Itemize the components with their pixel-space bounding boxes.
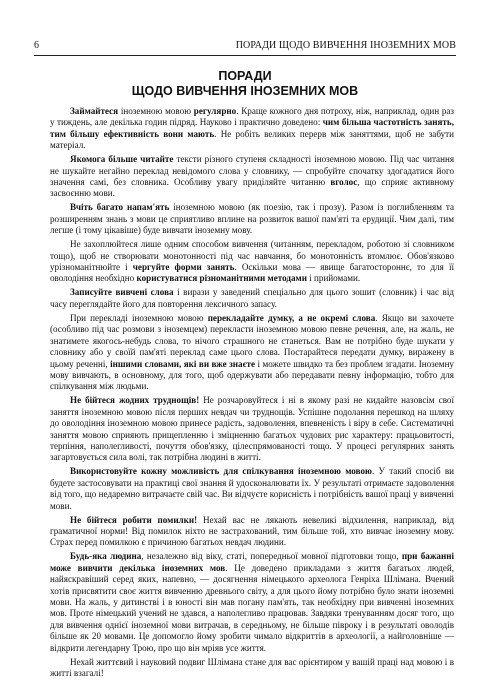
paragraph (50, 154, 454, 200)
bold-text: вголос (330, 177, 358, 188)
text-run: , що сприяє активному засвоєнню мови. (50, 177, 454, 199)
bold-text: Не бійтеся жодних труднощів! (70, 395, 200, 406)
text-run: Не захоплюйтеся лише одним способом вивчення (читанням, перекладом, роботою зі словником тощо), щоб не створювати монотонності під час навчання, бо монотонність втомлює. Обов'язково урізноманітнюйте і (50, 239, 454, 273)
bold-text: Якомога більше читайте (70, 154, 174, 165)
body-text (50, 106, 454, 682)
running-title: ПОРАДИ ЩОДО ВИВЧЕННЯ ІНОЗЕМНИХ МОВ (235, 40, 456, 51)
text-run: . Якщо ви захочете (особливо під час розмови з іноземцем) перекласти іноземною мовою певне речення, але, на жаль, не знатимете якогось-небудь слова, то нічого страшного не станеться. Вам не потрібно буде шукати у словнику або у своїй пам'яті переклад саме цього слова. Постарайтеся передати думку, виражену в цьому реченні, (50, 312, 454, 369)
text-run: тексти різного ступеня складності іноземною мовою. Під час читання не шукайте негайно переклад невідомого слова у словнику, — спробуйте спочатку здогадатися його значення самі, без словника. Особливу увагу приділяйте читанню (50, 154, 454, 188)
text-run: . Оскільки мова — явище багатостороннє, то для її оволодіння необхідно (50, 262, 454, 284)
bold-text: користуватися різноманітними методами (136, 273, 307, 284)
paragraph (50, 239, 454, 285)
header-rule (34, 55, 456, 56)
bold-text: чергуйте форми занять (132, 262, 235, 273)
bold-text: Займайтеся (70, 106, 119, 116)
text-run: і прийомами. (306, 273, 361, 284)
text-run: Нехай життєвий і науковий подвиг Шлімана стане для вас орієнтиром у вашій праці над мовою і в житті взагалі! (50, 656, 454, 679)
paragraph (50, 551, 454, 654)
text-run: . Не робіть великих перерв між заняттями, щоб не забути матеріал. (50, 128, 454, 151)
page-heading (34, 69, 456, 98)
bold-text: перекладайте думку, а не окремі слова (207, 312, 376, 323)
bold-text: Використовуйте кожну можливість для спілкування іноземною мовою (70, 466, 372, 477)
text-run: . Краще кожного дня потроху, ніж, наприклад, один раз у тиждень, але декілька годин підряд. Науково і практично доведено: (50, 106, 454, 128)
bold-text: регулярно (193, 106, 237, 116)
text-run: Нехай вас не лякають невеликі відхилення, наприклад, від граматичної норми! Від помилок ніхто не застрахований, тим більше той, хто вивчає іноземну мову. Страх перед помилкою є причиною багатьох невдач людини. (50, 514, 454, 548)
text-run: При перекладі іноземною мовою (70, 312, 208, 323)
text-run: Не розчаровуйтеся і ні в якому разі не кидайте назовсім свої заняття іноземною мовою після перших невдач чи труднощів. Успішне подолання перешкод на шляху до оволодіння іноземною мовою принесе радість, задоволення, впевненість і віру в себе. Систематичні заняття мовою сприяють прищепленню і зміцненню багатьох чудових рис характеру: працьовитості, терпіння, наполегливості, почуття обов'язку, цілеспрямованості тощо. У процесі регулярних занять загартовується сила волі, так потрібна людині в житті. (50, 395, 454, 463)
paragraph (50, 106, 454, 152)
text-run: і можете швидко та без проблем згадати. Іноземну мову вивчають, в основному, для того, щоб одержувати або передавати певну інформацію, тобто для спілкування між людьми. (50, 358, 454, 392)
bold-text: при бажанні може вивчити декілька іноземних мов (50, 551, 454, 573)
text-run: . Це доведено прикладами з життя багатьох людей, найяскравіший серед яких, напевно, — досягнення німецького археолога Генріха Шлімана. Вчений хотів присвятити своє життя вивченню древнього світу, а для цього йому потрібно було знати іноземні мови. На жаль, у дитинстві і в юності він мав погану пам'ять, так необхідну при вивченні іноземних мов. Проте німецький учений не здався, а наполегливо працював. Завдяки тренуванням досяг того, що для вивчення однієї іноземної мови витрачав, в середньому, не більше півроку і в результаті оволодів більше як 20 мовами. Це допомогло йому зробити чимало відкриттів в археології, а найголовніше — відкрити легендарну Трою, про що він мріяв усе життя. (50, 562, 454, 653)
paragraph (50, 657, 454, 680)
heading-line-2: ЩОДО ВИВЧЕННЯ ІНОЗЕМНИХ МОВ (131, 83, 359, 98)
paragraph (50, 313, 454, 393)
text-run: іноземною мовою (як поезію, так і прозу). Разом із поглибленням та розширенням знань з мови це сприятливо вплине на розвиток вашої пам'яті та ерудиції. Чим далі, тим легше (і тому цікавіше) буде вивчати іноземну мову. (50, 202, 454, 236)
bold-text: іншими словами, які ви вже знаєте (110, 358, 256, 369)
paragraph (50, 515, 454, 549)
text-run: . У такий спосіб ви будете застосовувати на практиці свої знання й удосконалювати їх. У результаті отримаєте задоволення від того, що недаремно витрачаєте свій час. Ви відчуєте корисність і потрібність вашої праці у вивченні мови. (50, 466, 454, 511)
text-run: іноземною мовою (118, 106, 194, 116)
text-run: , незалежно від віку, статі, попередньої мовної підготовки тощо, (141, 551, 402, 562)
bold-text: Записуйте вивчені слова (70, 287, 174, 298)
bold-text: Не бійтеся робити помилки! (70, 514, 198, 525)
bold-text: Будь-яка людина (70, 551, 142, 562)
paragraph (50, 395, 454, 463)
heading-line-1: ПОРАДИ (218, 69, 272, 83)
bold-text: Вчіть багато напам'ять (70, 202, 170, 213)
bold-text: чим більша частотність занять, тим більшу ефективність вони мають (50, 117, 454, 139)
paragraph (50, 287, 454, 310)
text-run: і вирази у заведений спеціально для цього зошит (словник) і час від часу переглядайте його для повторення лексичного запасу. (50, 287, 454, 309)
paragraph (50, 202, 454, 236)
paragraph (50, 466, 454, 512)
page-number: 6 (34, 40, 39, 51)
